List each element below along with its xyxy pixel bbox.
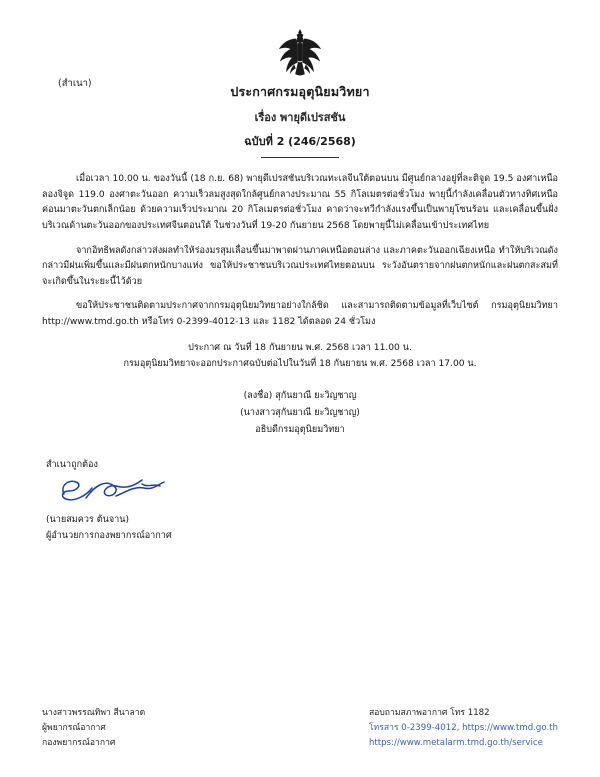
signature-position: อธิบดีกรมอุตุนิยมวิทยา <box>255 425 345 436</box>
announcement-line-2: กรมอุตุนิยมวิทยาจะออกประกาศฉบับต่อไปในวันที่ 18 กันยายน พ.ศ. 2568 เวลา 17.00 น. <box>123 359 477 370</box>
title-block <box>42 82 558 158</box>
footer-left-line-1: นางสาวพรรณทิพา สีนาลาด <box>42 707 146 718</box>
divider <box>261 157 339 158</box>
signature-block <box>42 388 558 438</box>
signature-name: (นางสาวสุกันยาณี ยะวิญชาญ) <box>240 408 360 419</box>
certify-block <box>42 457 558 544</box>
certify-label: สำเนาถูกต้อง <box>46 459 98 470</box>
footer-contact-phone: สอบถามสภาพอากาศ โทร 1182 <box>368 707 490 718</box>
announcement-block <box>42 340 558 373</box>
document-subject: เรื่อง พายุดีเปรสชัน <box>254 111 346 124</box>
page-title: ประกาศกรมอุตุนิยมวิทยา <box>230 84 370 99</box>
copy-mark: (สำเนา) <box>58 78 92 89</box>
footer-service-link[interactable]: https://www.metalarm.tmd.go.th/service <box>368 737 543 748</box>
footer-left-line-3: กองพยากรณ์อากาศ <box>42 737 116 748</box>
paragraph-3: ขอให้ประชาชนติดตามประกาศจากกรมอุตุนิยมวิทยาอย่างใกล้ชิด และสามารถติดตามข้อมูลที่เว็บไซต์ กรมอุตุนิยมวิทยา http://www.tmd.go.th หรือโทร 0-2399-4012-13 และ 1182 ได้ตลอด 24 ชั่วโมง <box>42 301 558 328</box>
footer-fax-and-website[interactable]: โทรสาร 0-2399-4012, https://www.tmd.go.th <box>368 722 558 733</box>
footer-left-line-2: ผู้พยากรณ์อากาศ <box>42 722 106 733</box>
certify-name: (นายสมควร ต้นจาน) <box>46 514 130 525</box>
handwritten-signature <box>56 474 176 504</box>
paragraph-2: จากอิทธิพลดังกล่าวส่งผลทำให้ร่องมรสุมเลื่อนขึ้นมาพาดผ่านภาคเหนือตอนล่าง และภาคตะวันออกเฉียงเหนือ ทำให้บริเวณดังกล่าวมีฝนเพิ่มขึ้นและมีฝนตกหนักบางแห่ง ขอให้ประชาชนบริเวณประเทศไทยตอนบน ระวังอันตรายจากฝนตกหนักและฝนตกสะสมที่จะเกิดขึ้นในระยะนี้ไว้ด้วย <box>42 245 558 287</box>
footer-left <box>42 706 145 751</box>
footer <box>42 706 558 751</box>
certify-position: ผู้อำนวยการกองพยากรณ์อากาศ <box>46 531 172 541</box>
footer-right <box>369 706 558 751</box>
document-issue-number: ฉบับที่ 2 (246/2568) <box>244 135 356 148</box>
body-text <box>42 172 558 331</box>
signature-signed-label: (ลงชื่อ) สุกันยาณี ยะวิญชาญ <box>243 391 357 402</box>
paragraph-1: เมื่อเวลา 10.00 น. ของวันนี้ (18 ก.ย. 68) พายุดีเปรสชันบริเวณทะเลจีนใต้ตอนบน มีศูนย์กลางอยู่ที่ละติจูด 19.5 องศาเหนือ ลองจิจูด 119.0 องศาตะวันออก ความเร็วลมสูงสุดใกล้ศูนย์กลางประมาณ 55 กิโลเมตรต่อชั่วโมง พายุนี้กำลังเคลื่อนตัวทางทิศเหนือค่อนมาตะวันตกเล็กน้อย ด้วยความเร็วประมาณ 20 กิโลเมตรต่อชั่วโมง คาดว่าจะทวีกำลังแรงขึ้นเป็นพายุโซนร้อน และเคลื่อนขึ้นฝั่งบริเวณด้านตะวันออกของประเทศจีนตอนใต้ ในช่วงวันที่ 19-20 กันยายน 2568 โดยพายุนี้ไม่เคลื่อนเข้าประเทศไทย <box>42 174 558 231</box>
emblem-container <box>42 28 558 80</box>
garuda-emblem <box>276 28 324 78</box>
announcement-line-1: ประกาศ ณ วันที่ 18 กันยายน พ.ศ. 2568 เวลา 11.00 น. <box>188 342 412 353</box>
